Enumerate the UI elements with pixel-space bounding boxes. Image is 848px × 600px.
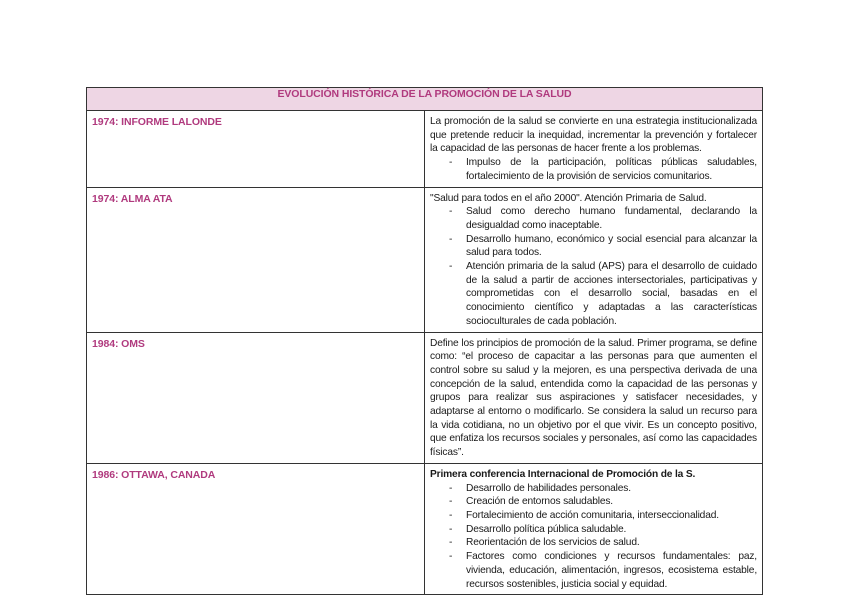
list-item: - Desarrollo humano, económico y social esencial para alcanzar la salud para todos. [466, 233, 757, 260]
table-header-row [87, 88, 763, 111]
list-item: - Impulso de la participación, políticas públicas saludables, fortalecimiento de la provisión de servicios comunitarios. [466, 156, 757, 183]
row-intro: La promoción de la salud se convierte en una estrategia institucionalizada que pretende reducir la inequidad, incrementar la prevención y fortalecer la capacidad de las personas de hacer frente a los problemas. [430, 116, 757, 155]
row-content [425, 111, 763, 188]
table-row-lalonde [87, 111, 763, 188]
list-item: - Creación de entornos saludables. [466, 495, 757, 509]
row-year: 1986: OTTAWA, CANADA [87, 463, 425, 594]
bullet-list [430, 482, 757, 592]
row-content [425, 187, 763, 332]
row-content [425, 463, 763, 594]
history-table [86, 87, 763, 595]
row-intro: Define los principios de promoción de la salud. Primer programa, se define como: “el proceso de capacitar a las personas para que aumenten el control sobre su salud y la mejoren, es una perspectiva derivada de una concepción de la salud, entendida como la capacidad de las personas y grupos para realizar sus aspiraciones y satisfacer necesidades, y adaptarse al entorno o modificarlo. Se considera la salud un recurso para la vida cotidiana, no un objetivo por el que vivir. Es un concepto positivo, que enfatiza los recursos sociales y personales, así como las capacidades físicas”. [430, 337, 757, 459]
table-title: EVOLUCIÓN HISTÓRICA DE LA PROMOCIÓN DE LA SALUD [87, 88, 763, 111]
row-intro: Primera conferencia Internacional de Promoción de la S. [430, 468, 696, 480]
list-item: - Desarrollo política pública saludable. [466, 523, 757, 537]
list-item: - Desarrollo de habilidades personales. [466, 482, 757, 496]
list-item: - Salud como derecho humano fundamental, declarando la desigualdad como inaceptable. [466, 205, 757, 232]
row-year: 1984: OMS [87, 332, 425, 463]
row-year: 1974: INFORME LALONDE [87, 111, 425, 188]
list-item: - Atención primaria de la salud (APS) para el desarrollo de cuidado de la salud a partir de acciones intersectoriales, participativas y comprometidas con el desarrollo social, basadas en el conocimiento científico y adaptadas a las características socioculturales de cada población. [466, 260, 757, 329]
bullet-list [430, 156, 757, 183]
table-row-oms [87, 332, 763, 463]
list-item: - Reorientación de los servicios de salud. [466, 536, 757, 550]
list-item: - Fortalecimiento de acción comunitaria, interseccionalidad. [466, 509, 757, 523]
row-year: 1974: ALMA ATA [87, 187, 425, 332]
row-content [425, 332, 763, 463]
row-intro: "Salud para todos en el año 2000". Atención Primaria de Salud. [430, 192, 707, 204]
bullet-list [430, 205, 757, 328]
table-row-alma-ata [87, 187, 763, 332]
list-item: - Factores como condiciones y recursos fundamentales: paz, vivienda, educación, alimentación, ingresos, ecosistema estable, recursos sostenibles, justicia social y equidad. [466, 550, 757, 591]
table-row-ottawa [87, 463, 763, 594]
